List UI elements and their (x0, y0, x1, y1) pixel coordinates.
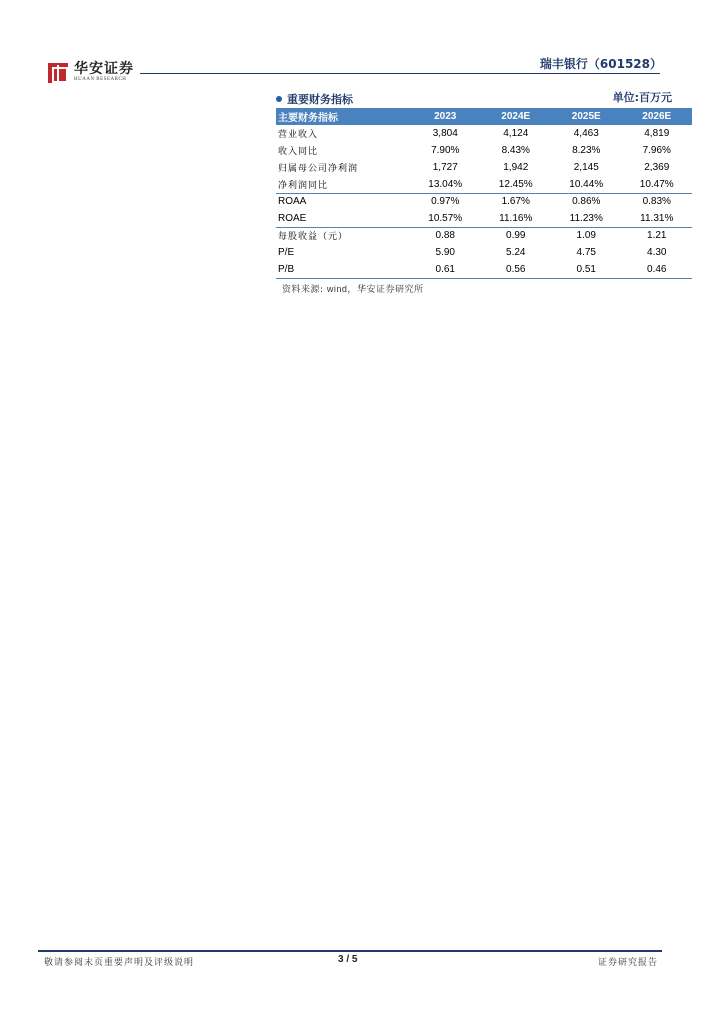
header-divider (140, 73, 660, 74)
table-row (276, 176, 692, 193)
table-cell: 0.88 (435, 230, 455, 242)
company-logo (48, 62, 134, 83)
table-cell: 13.04% (410, 176, 481, 193)
table-cell: 5.24 (506, 247, 526, 258)
bullet-icon (276, 96, 282, 102)
table-cell: 0.61 (410, 261, 481, 278)
table-header-row (276, 108, 692, 125)
financial-indicators-section (276, 89, 692, 295)
table-row (276, 227, 692, 244)
table-cell: 0.56 (481, 261, 552, 278)
column-header: 主要财务指标 (278, 113, 338, 124)
table-cell: 0.97% (431, 196, 460, 208)
row-label: 归属母公司净利润 (278, 163, 359, 173)
financial-table (276, 108, 692, 279)
row-label: P/E (278, 247, 295, 258)
table-cell: 7.96% (642, 145, 671, 156)
table-cell: 10.57% (410, 210, 481, 227)
section-title-text: 重要财务指标 (287, 93, 353, 106)
table-cell: 5.90 (435, 247, 455, 258)
table-cell: 2,369 (644, 162, 670, 173)
disclaimer-note: 敬请参阅末页重要声明及评级说明 (44, 958, 195, 968)
logo-english-name: HUAAN RESEARCH (74, 77, 127, 82)
table-cell: 3,804 (432, 128, 458, 139)
table-row (276, 193, 692, 210)
unit-label: 单位:百万元 (612, 91, 672, 104)
table-cell: 0.51 (551, 261, 622, 278)
section-title (276, 91, 353, 107)
table-cell: 11.16% (481, 210, 552, 227)
table-cell: 4,124 (503, 128, 529, 139)
table-cell: 4.30 (647, 247, 667, 258)
table-cell: 0.99 (506, 230, 526, 242)
table-cell: 7.90% (431, 145, 460, 156)
table-cell: 8.23% (572, 145, 601, 156)
table-cell: 0.86% (572, 196, 601, 208)
table-cell: 1,727 (432, 162, 458, 173)
source-note (276, 282, 692, 295)
table-row (276, 261, 692, 278)
table-cell: 10.44% (551, 176, 622, 193)
column-header: 2023 (434, 111, 457, 122)
table-cell: 8.43% (501, 145, 530, 156)
table-cell: 12.45% (481, 176, 552, 193)
column-header: 2025E (571, 111, 601, 122)
row-label: 净利润同比 (276, 176, 410, 193)
table-cell: 1.21 (647, 230, 667, 242)
report-type: 证券研究报告 (597, 958, 658, 968)
source-prefix: 资料来源: (282, 284, 324, 295)
table-row (276, 125, 692, 142)
column-header: 2024E (501, 111, 531, 122)
table-cell: 1.09 (576, 230, 596, 242)
table-cell: 0.46 (622, 261, 693, 278)
page-number: 3 / 5 (338, 954, 358, 965)
table-cell: 4.75 (576, 247, 596, 258)
row-label: 每股收益（元） (278, 231, 349, 242)
source-wind: wind， (326, 283, 357, 294)
table-cell: 2,145 (573, 162, 599, 173)
table-cell: 11.23% (551, 210, 622, 227)
row-label: 营业收入 (278, 129, 319, 139)
row-label: ROAE (276, 210, 410, 227)
table-cell: 4,819 (644, 128, 670, 139)
logo-seal-icon (48, 63, 68, 83)
footer-divider (38, 950, 662, 952)
table-cell: 1.67% (501, 196, 530, 208)
row-label: P/B (276, 261, 410, 278)
logo-chinese-name: 华安证券 (74, 61, 134, 77)
source-org: 华安证券研究所 (356, 284, 424, 295)
table-cell: 10.47% (622, 176, 693, 193)
table-row (276, 159, 692, 176)
row-label: 收入同比 (278, 146, 319, 156)
table-cell: 1,942 (503, 162, 529, 173)
table-row (276, 210, 692, 227)
column-header: 2026E (642, 111, 672, 122)
table-cell: 11.31% (622, 210, 693, 227)
table-row (276, 142, 692, 159)
row-label: ROAA (278, 196, 307, 208)
table-cell: 4,463 (573, 128, 599, 139)
stock-title: 瑞丰银行（601528） (539, 57, 662, 71)
table-cell: 0.83% (642, 196, 671, 208)
table-row (276, 244, 692, 261)
